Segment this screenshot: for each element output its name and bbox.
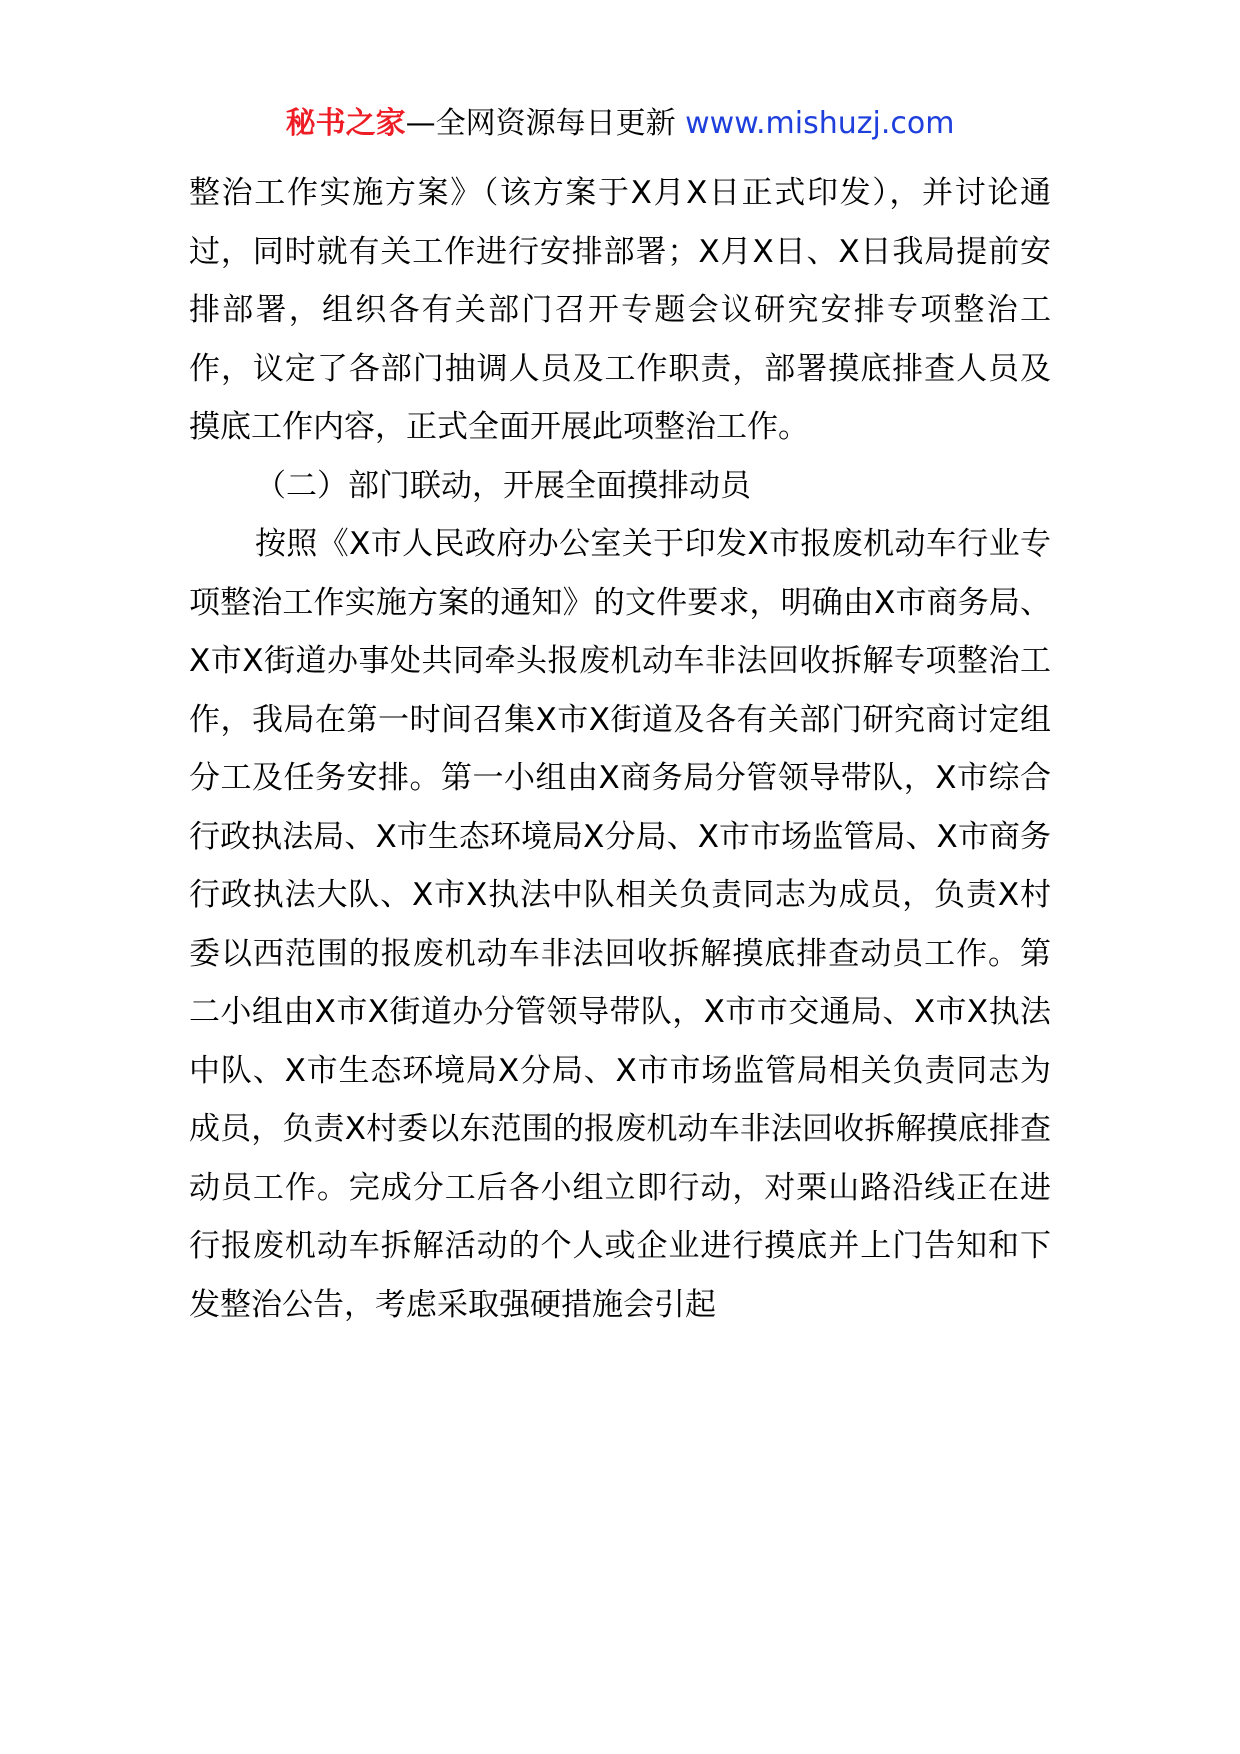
header-url[interactable]: www.mishuzj.com — [685, 106, 955, 141]
document-body — [189, 164, 1051, 1334]
section-heading: （二）部门联动，开展全面摸排动员 — [255, 467, 751, 504]
watermark-header — [0, 102, 1240, 146]
paragraph: 按照《X市人民政府办公室关于印发X市报废机动车行业专项整治工作实施方案的通知》的文件要求，明确由X市商务局、X市X街道办事处共同牵头报废机动车非法回收拆解专项整治工作，我局在第一时间召集X市X街道及各有关部门研究商讨定组分工及任务安排。第一小组由X商务局分管领导带队，X市综合行政执法局、X市生态环境局X分局、X市市场监管局、X市商务行政执法大队、X市X执法中队相关负责同志为成员，负责X村委以西范围的报废机动车非法回收拆解摸底排查动员工作。第二小组由X市X街道办分管领导带队，X市市交通局、X市X执法中队、X市生态环境局X分局、X市市场监管局相关负责同志为成员，负责X村委以东范围的报废机动车非法回收拆解摸底排查动员工作。完成分工后各小组立即行动，对栗山路沿线正在进行报废机动车拆解活动的个人或企业进行摸底并上门告知和下发整治公告，考虑采取强硬措施会引起 — [189, 526, 1051, 1323]
brand-name: 秘书之家 — [285, 106, 406, 141]
header-tagline: —全网资源每日更新 — [405, 106, 676, 141]
paragraph-continued: 整治工作实施方案》（该方案于X月X日正式印发），并讨论通过，同时就有关工作进行安排部署；X月X日、X日我局提前安排部署，组织各有关部门召开专题会议研究安排专项整治工作，议定了各部门抽调人员及工作职责，部署摸底排查人员及摸底工作内容，正式全面开展此项整治工作。 — [189, 175, 1051, 445]
